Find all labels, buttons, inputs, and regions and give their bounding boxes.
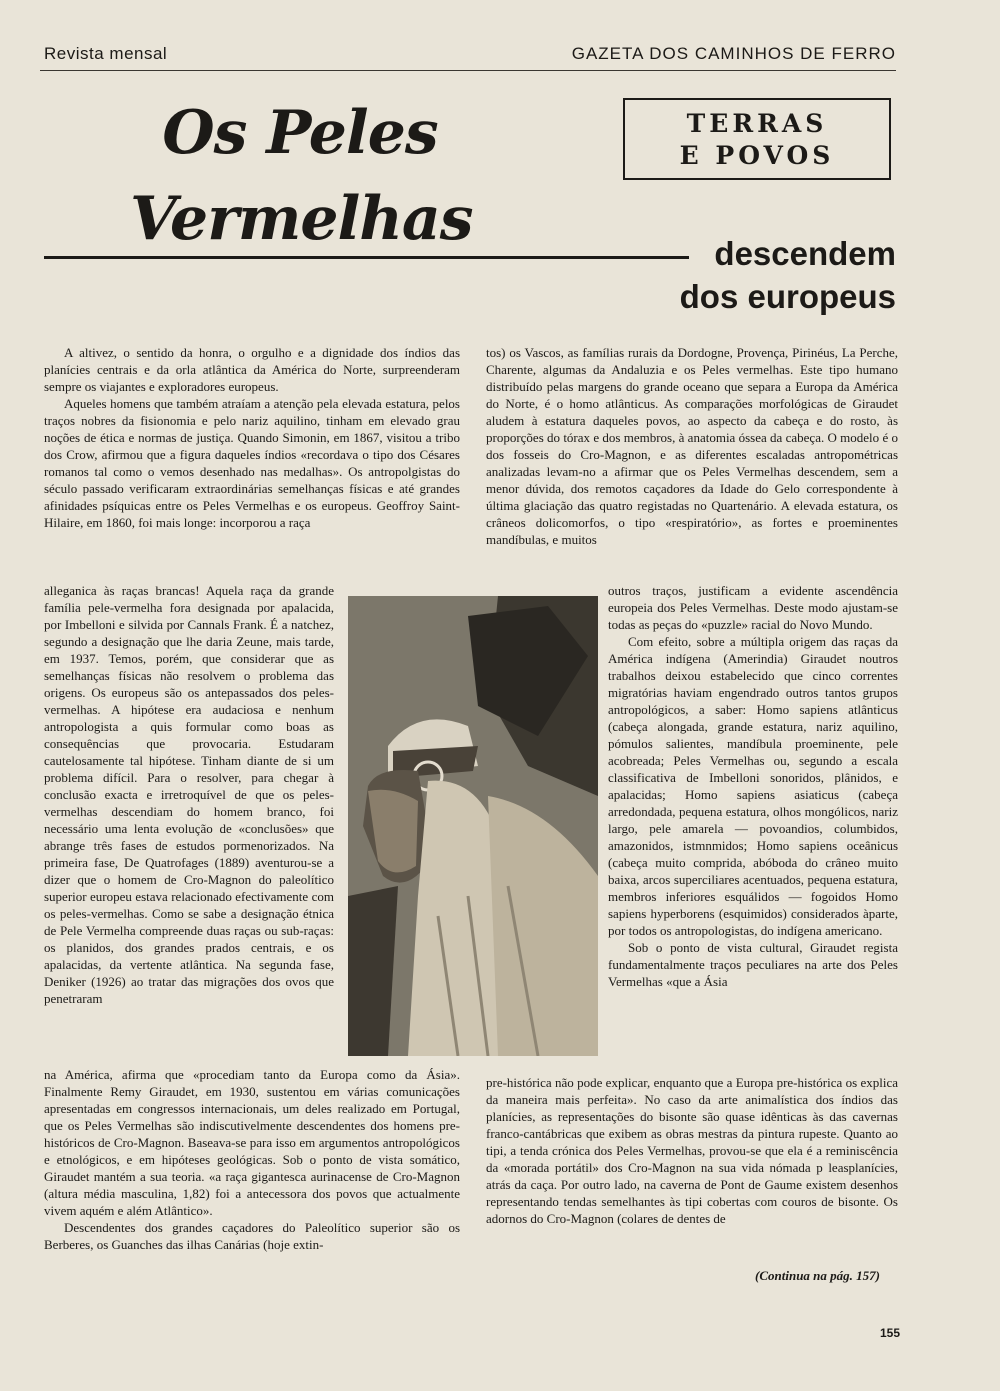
portrait-illustration [348,596,598,1056]
article-right-column-top [486,344,898,548]
section-kicker-box [623,98,891,180]
paragraph: Sob o ponto de vista cultural, Giraudet regista fundamentalmente traços peculiares na arte dos Peles Vermelhas «que a Ásia [608,940,898,989]
article-right-column-bottom [486,1074,898,1227]
paragraph: Com efeito, sobre a múltipla origem das raças da América indígena (Amerindia) Giraudet noutros trabalhos deixou estabelecido que cinco correntes migratórias haviam engendrado outros tantos grupos antropológicos, a saber: Homo sapiens atlânticus (cabeça alongada, grande estatura, nariz aquilino, pómulos salientes, mandíbula proeminente, pele acobreada; Peles Vermelhas ou, segundo a escala classificativa de Imbelloni sonoridos, plânidos, e apalacidas; Homo sapiens asiaticus (cabeça arredondada, pequena estatura, olhos mongólicos, nariz largo, pele amarela — povoandios, columbidos, amazonidos, istmnmidos; Homo sapiens oceânicus (cabeça muito comprida, abóboda do crâneo muito baixa, arcos superciliares acentuados, pequena estatura, membros inferiores esquálidos — fogoidos Homo sapiens hyperborens (esquimidos) considerados àparte, por todos os antropologistas, do indígena americano. [608,634,898,938]
article-subtitle [680,232,896,318]
title-rule [44,256,689,259]
native-american-portrait-photo [348,596,598,1056]
header-divider [40,70,896,71]
paragraph: tos) os Vascos, as famílias rurais da Dordogne, Provença, Pirinéus, La Perche, Charente, algumas da Andaluzia e os Peles vermelhas. Este tipo humano distribuído pelas margens do grande oceano que separa a Europa da América do Norte, é o homo atlânticus. As comparações morfológicas de Giraudet aludem à estatura daqueles povos, ao aspecto da cabeça e do rosto, às proporções do tórax e dos membros, à anatomia óssea da cabeça. O modelo é o dos fosseis do Cro-Magnon, e as diferentes escaladas antropométricas analizadas levam-no a afirmar que os Peles Vermelhas descendem, sem a menor dúvida, dos remotos caçadores da Idade do Gelo correspondente à última glaciação das quatro registadas no Quartenário. A elevada estatura, os crâneos dolicomorfos, o tipo «respiratório», as fortes e proeminentes mandíbulas, e muitos [486,345,898,547]
continued-note: (Continua na pág. 157) [755,1268,880,1283]
page-number: 155 [879,1326,900,1340]
article-left-column-top [44,344,460,531]
article-subtitle-line-1: descendem [714,235,896,272]
article-title-line-1: Os Peles [162,98,438,168]
article-title-line-2: Vermelhas [130,184,473,254]
article-left-column-wrap [44,582,334,1007]
paragraph: outros traços, justificam a evidente ascendência europeia dos Peles Vermelhas. Deste modo ajustam-se todas as peças do «puzzle» racial do Novo Mundo. [608,583,898,632]
paragraph: na América, afirma que «procediam tanto da Europa como da Ásia». Finalmente Remy Giraudet, em 1930, sustentou em várias comunicações apresentadas em congressos internacionais, um deles realizado em Portugal, que os Peles Vermelhas são indiscutivelmente descendentes dos homens pre-históricos de Cro-Magnon. Baseava-se para isso em argumentos antropológicos e etnológicos, e em hipóteses geológicas. Sob o ponto de vista somático, Giraudet mantém a sua teoria. «a raça gigantesca aurinacense de Cro-Magnon (altura média masculina, 1,82) foi a antecessora dos povos que actualmente vivem aquém e além Atlântico». [44,1067,460,1218]
article-right-column-wrap [608,582,898,990]
section-kicker-line-2: E POVOS [679,141,835,170]
header-publication-frequency: Revista mensal [44,44,168,63]
paragraph: A altivez, o sentido da honra, o orgulho e a dignidade dos índios das planícies centrais e da orla atlântica da América do Norte, surpreenderam sempre os viajantes e exploradores europeus. [44,345,460,394]
paragraph: Aqueles homens que também atraíam a atenção pela elevada estatura, pelos traços nobres da fisionomia e pelo nariz aquilino, tinham em elevado grau noções de ética e normas de justiça. Quando Simonin, em 1867, visitou a tribo dos Crow, afirmou que a figura daqueles índios «recordava o tipo dos Césares romanos tal como o vemos desenhado nas medalhas». Os antropolgistas do século passado verificaram extraordinárias semelhanças físicas e até grandes afinidades psíquicas entre os Peles Vermelhas e os europeus. Geoffroy Saint-Hilaire, em 1860, foi mais longe: incorporou a raça [44,396,460,530]
paragraph: alleganica às raças brancas! Aquela raça da grande família pele-vermelha fora designada por apalacida, por Imbelloni e silvida por Cannals Frank. É a natchez, segundo a designação que lhe daria Zeune, mais tarde, em 1937. Temos, porém, que considerar que as semelhanças físicas não resolvem o problema das origens. Os europeus são os antepassados dos peles-vermelhas. A hipótese era audaciosa e nenhum antropologista a quis formular como boas as consequências que provocaria. Estudaram cautelosamente tal hipótese. Tinham diante de si um problema difícil. Para o resolver, para chegar à conclusão exacta e irretroquível de que os peles-vermelhas descendiam do homem branco, foi necessário uma lenta evolução de «conclusões» que abrange três fases de estudos pormenorizados. Na primeira fase, De Quatrofages (1889) aventurou-se a dizer que o homem de Cro-Magnon do paleolítico superior europeu estava relacionado efectivamente com os peles-vermelhas. Como se sabe a designação étnica de Pele Vermelha compreende duas raças ou sub-raças: os planidos, dos grandes prados centrais, e os apalacidas, da vertente atlântica. Na segunda fase, Deniker (1926) ao tratar das migrações dos ovos que penetraram [44,583,334,1006]
article-left-column-bottom [44,1066,460,1253]
header-publication-name: GAZETA DOS CAMINHOS DE FERRO [571,44,896,63]
paragraph: pre-histórica não pode explicar, enquanto que a Europa pre-histórica os explica da maneira mais perfeita». No caso da arte animalística dos índios das planícies, as representações do bisonte são quase idênticas às das cavernas franco-cantábricas que exibem as obras mestras da pintura rupeste. Quanto ao tipi, a tenda crónica dos Peles Vermelhas, provou-se que ela é a reminiscência da «morada portátil» dos Cro-Magnon na sua vida nómada p leasplanícies, atrás da caça. Por outro lado, na caverna de Pont de Gaume existem desenhos representando tendas semelhantes às tipi cobertas com couros de bisonte. Os adornos do Cro-Magnon (colares de dentes de [486,1075,898,1226]
section-kicker-line-1: TERRAS [686,109,828,138]
article-subtitle-line-2: dos europeus [679,278,896,315]
paragraph: Descendentes dos grandes caçadores do Paleolítico superior são os Berberes, os Guanches das ilhas Canárias (hoje extin- [44,1220,460,1252]
